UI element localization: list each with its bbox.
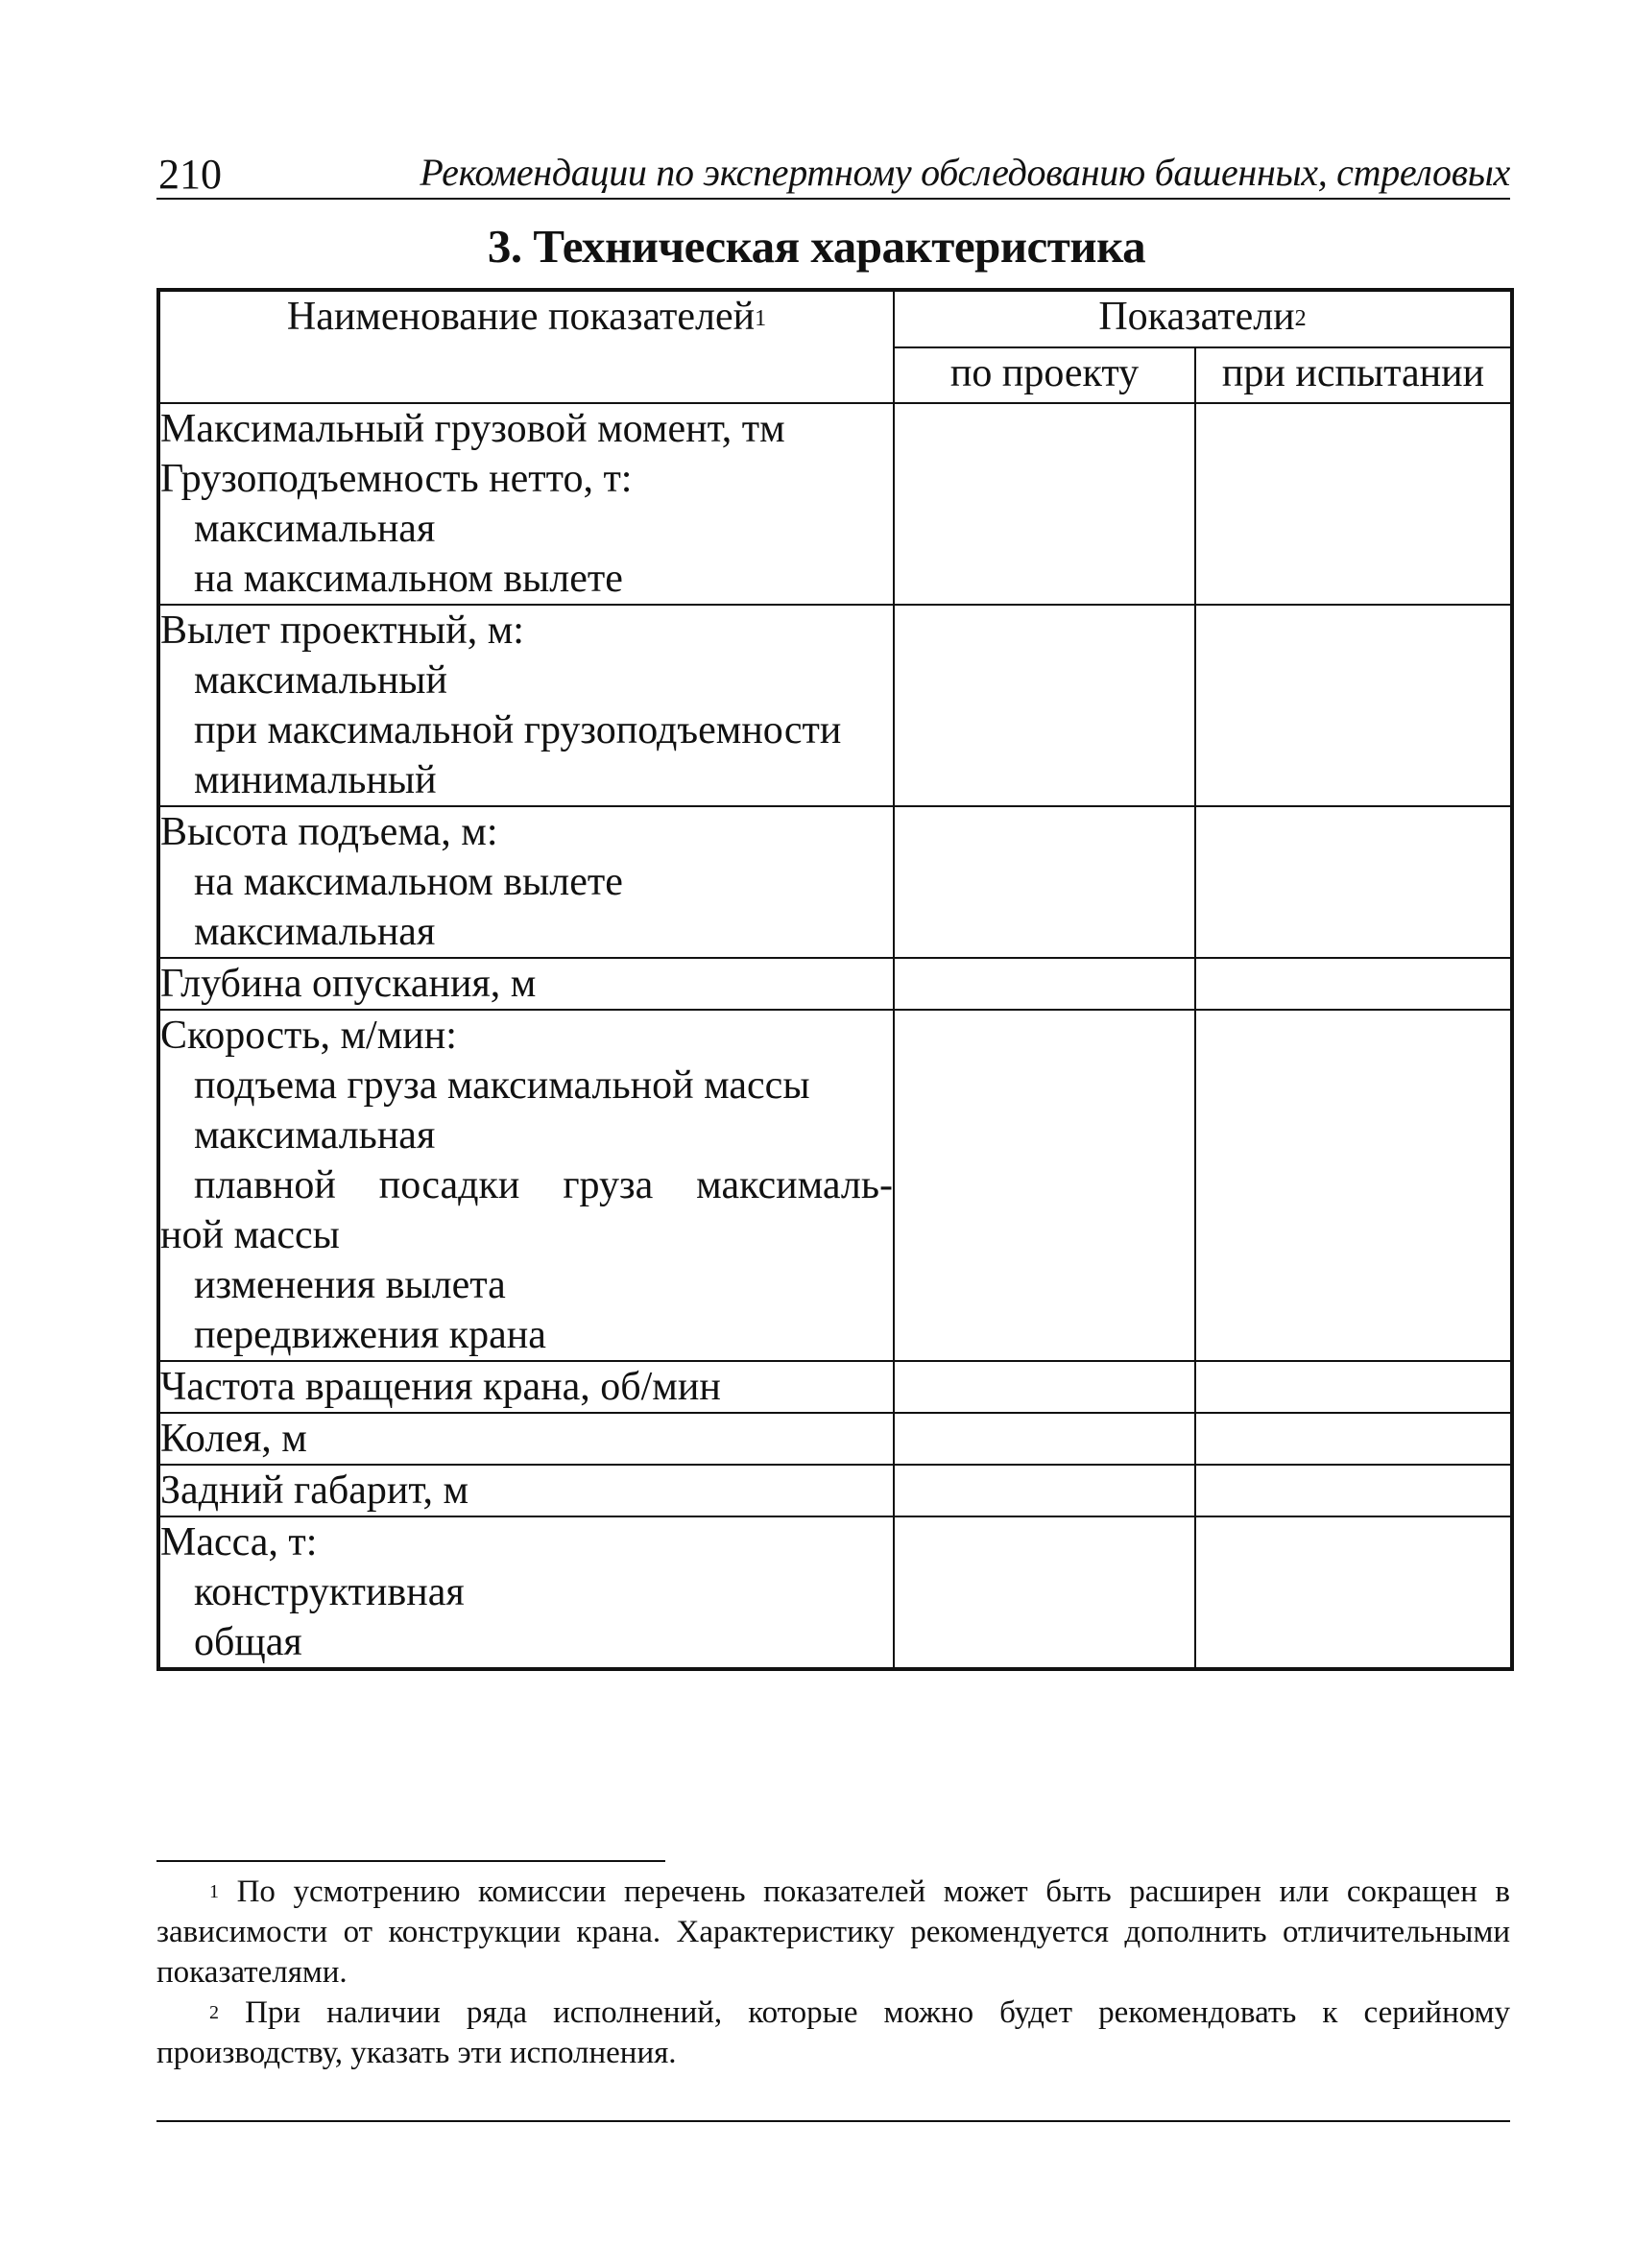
test-value-cell <box>1195 1413 1512 1465</box>
test-value-cell <box>1195 1361 1512 1413</box>
project-value-cell <box>894 1413 1195 1465</box>
test-value-cell <box>1195 1516 1512 1669</box>
indicator-name-cell: Частота вращения крана, об/мин <box>158 1361 894 1413</box>
column-header-test: при испытании <box>1195 347 1512 404</box>
footnote-2: $^2$ При наличии ряда исполнений, которые можно будет рекомендовать к серийному производству, указать эти исполнения. <box>156 1995 1510 2070</box>
footnote-divider <box>156 1860 665 1862</box>
footnote-1: $^1$ По усмотрению комиссии перечень показателей может быть расширен или сокращен в зависимости от конструкции крана. Характеристику рекомендуется дополнить отличительными показателями. <box>156 1874 1510 1990</box>
table-row <box>158 403 1512 605</box>
project-value-cell <box>894 1361 1195 1413</box>
indicator-name-cell: Высота подъема, м: на максимальном вылете максимальная <box>158 806 894 958</box>
test-value-cell <box>1195 1465 1512 1516</box>
project-value-cell <box>894 1465 1195 1516</box>
test-value-cell <box>1195 1010 1512 1361</box>
spec-table <box>156 288 1514 1671</box>
indicator-name-cell: Задний габарит, м <box>158 1465 894 1516</box>
test-value-cell <box>1195 403 1512 605</box>
indicator-name-cell: Глубина опускания, м <box>158 958 894 1010</box>
page-header <box>156 144 1510 200</box>
bottom-divider <box>156 2120 1510 2122</box>
project-value-cell <box>894 806 1195 958</box>
column-header-project: по проекту <box>894 347 1195 404</box>
project-value-cell <box>894 605 1195 806</box>
indicator-name-cell: Масса, т: конструктивная общая <box>158 1516 894 1669</box>
table-row <box>158 1361 1512 1413</box>
running-head: Рекомендации по экспертному обследованию башенных, стреловых <box>420 151 1510 194</box>
table-row <box>158 1413 1512 1465</box>
table-row <box>158 958 1512 1010</box>
table-row <box>158 1010 1512 1361</box>
table-row <box>158 806 1512 958</box>
indicator-name-cell: Максимальный грузовой момент, тм Грузоподъемность нетто, т: максимальная на максимальном вылете <box>158 403 894 605</box>
test-value-cell <box>1195 958 1512 1010</box>
table-row <box>158 1465 1512 1516</box>
table-row <box>158 605 1512 806</box>
indicator-name-cell: Скорость, м/мин: подъема груза максимальной массы максимальная плавной посадки груза максималь- ной массы изменения вылета передвижения крана <box>158 1010 894 1361</box>
indicator-name-cell: Вылет проектный, м: максимальный при максимальной грузоподъемности минимальный <box>158 605 894 806</box>
column-header-indicators: Показатели$^2$ <box>894 290 1512 347</box>
indicator-name-cell: Колея, м <box>158 1413 894 1465</box>
project-value-cell <box>894 1516 1195 1669</box>
project-value-cell <box>894 1010 1195 1361</box>
test-value-cell <box>1195 605 1512 806</box>
column-header-name: Наименование показателей$^1$ <box>158 290 894 403</box>
project-value-cell <box>894 958 1195 1010</box>
table-row <box>158 1516 1512 1669</box>
footnotes <box>156 1872 1510 2073</box>
section-title: 3. Техническая характеристика <box>487 220 1146 273</box>
test-value-cell <box>1195 806 1512 958</box>
project-value-cell <box>894 403 1195 605</box>
page-number: 210 <box>158 151 222 198</box>
